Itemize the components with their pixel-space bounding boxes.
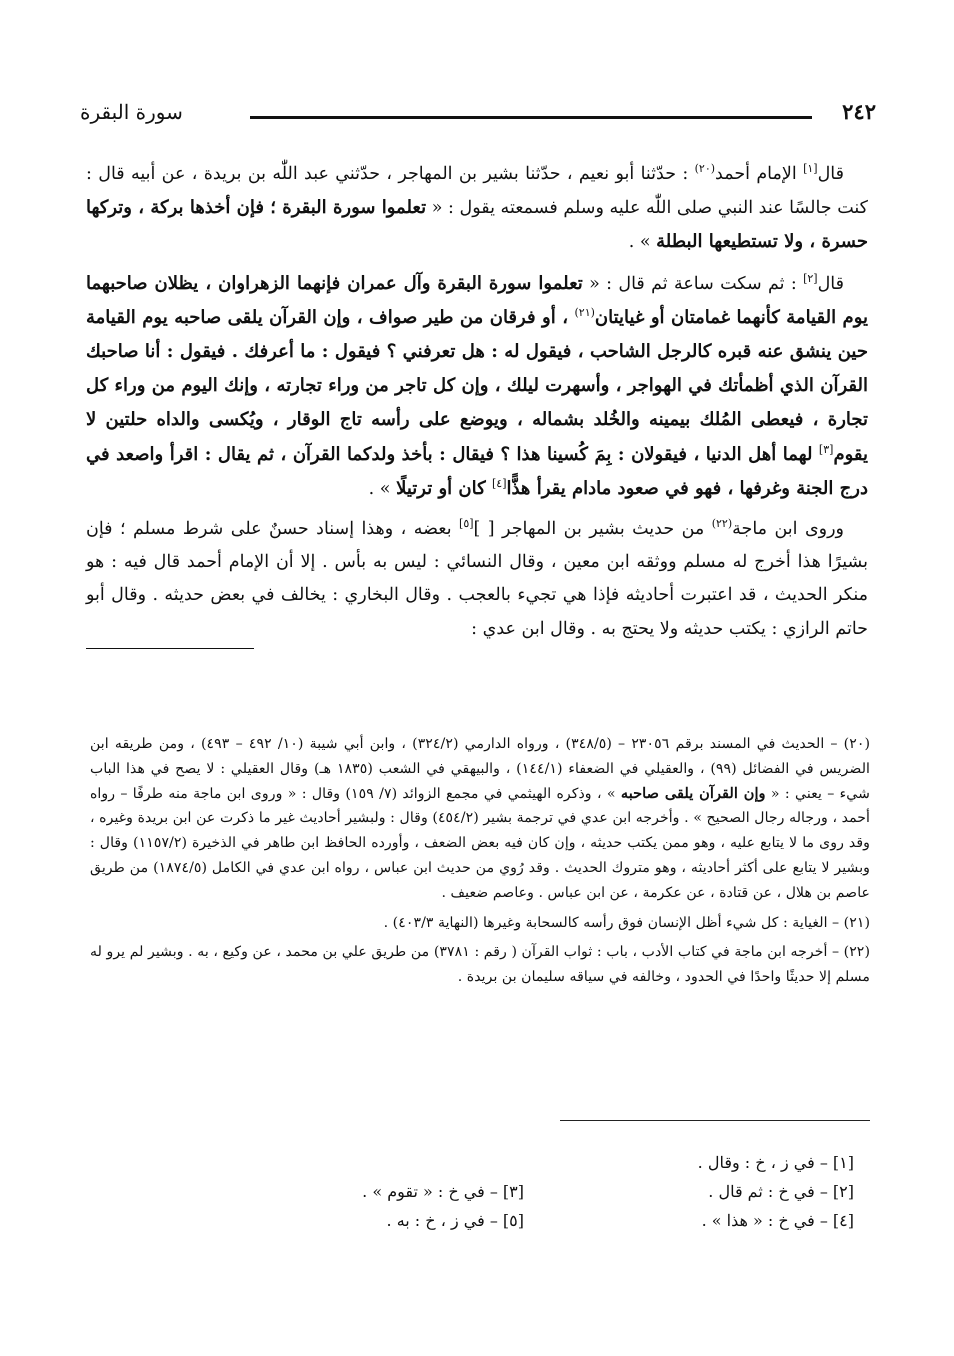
footnote-22: (٢٢) – أخرجه ابن ماجة في كتاب الأدب ، باب : ثواب القرآن ( رقم : ٣٧٨١) من طريق علي بن محمد ، عن وكيع ، به . وبشير لم يرو له مسلم إلا حديثًا واحدًا في الحدود ، وخالفه في سياقه سليمان بن بريدة . xyxy=(90,944,870,986)
hadith-text: تعلموا سورة البقرة وآل عمران فإنهما الزهراوان ، يظلان صاحبهما يوم القيامة كأنهما غمامتان أو غيايتان xyxy=(86,272,868,328)
variant-marker: [٢] xyxy=(803,271,818,285)
page-number: ٢٤٢ xyxy=(842,99,876,124)
paragraph-3: وروى ابن ماجة$^{(٢٢)}$ من حديث بشير بن المهاجر [ ][٥] بعضه ، وهذا إسناد حسنٌ على شرط مسلم ؛ فإن بشيرًا هذا أخرج له مسلم ووثقه ابن معين ، وقال النسائي : ليس به بأس . إلا أن الإمام أحمد قال فيه : هو منكر الحديث ، قد اعتبرت أحاديثه فإذا هي تجيء بالعجب . وقال البخاري : يخالف في بعض حديثه . وقال أبو حاتم الرازي : يكتب حديثه ولا يحتج به . وقال ابن عدي : xyxy=(86,517,868,639)
running-title: سورة البقرة xyxy=(80,100,183,124)
variant-1: [١] – في ز ، خ : وقال . xyxy=(697,1153,854,1172)
variant-3: [٣] – في خ : « تقوم » . xyxy=(362,1182,524,1201)
paragraph-2: قال[٢] : ثم سكت ساعة ثم قال : « تعلموا سورة البقرة وآل عمران فإنهما الزهراوان ، يظلان صاحبهما يوم القيامة كأنهما غمامتان أو غيايتان$^{(٢١)}$ ، أو فرقان من طير صواف ، وإن القرآن يلقى صاحبه يوم القيامة حين ينشق عنه قبره كالرجل الشاحب ، فيقول له : هل تعرفني ؟ فيقول : ما أعرفك . فيقول : أنا صاحبك القرآن الذي أظمأتك في الهواجر ، وأسهرت ليلك ، وإن كل تاجر من وراء تجارته ، وإنك اليوم من وراء كل تجارة ، فيعطى المُلك بيمينه والخُلد بشماله ، ويوضع على رأسه تاج الوقار ، ويُكسى والداه حلتين لا يقوم[٣] لهما أهل الدنيا ، فيقولان : بِمَ كُسينا هذا ؟ فيقال : بأخذ ولدكما القرآن ، ثم يقال : اقرأ واصعد في درج الجنة وغرفها ، فهو في صعود مادام يقرأ هذًّا[٤] كان أو ترتيلًا » . xyxy=(86,271,868,499)
page-header xyxy=(80,92,876,132)
hadith-text: لهما أهل الدنيا ، فيقولان : بِمَ كُسينا هذا ؟ فيقال : بأخذ ولدكما القرآن ، ثم يقال : اقرأ واصعد في درج الجنة وغرفها ، فهو في صعود مادام يقرأ هذًّا xyxy=(86,443,868,499)
variant-marker: [١] xyxy=(803,162,818,176)
variant-marker: [٥] xyxy=(459,517,474,531)
footnote-marker: (٢٢) xyxy=(711,517,733,531)
variants-column-left xyxy=(362,1177,524,1235)
variants-separator xyxy=(560,1120,870,1121)
main-text xyxy=(86,158,868,656)
footnote-21: (٢١) – الغياية : كل شيء أظل الإنسان فوق رأسه كالسحابة وغيرها (النهاية ٤٠٣/٣) . xyxy=(383,914,870,931)
variant-4: [٤] – في خ : « هذا » . xyxy=(701,1211,854,1230)
footnotes xyxy=(90,732,870,995)
variant-marker: [٤] xyxy=(491,477,507,490)
hadith-text: كان أو ترتيلًا xyxy=(396,477,492,499)
footnote-marker: (٢٠) xyxy=(694,162,716,176)
hadith-text: تعلموا سورة البقرة ؛ فإن أخذها بركة ، وتركها حسرة ، ولا تستطيعها البطلة xyxy=(86,197,868,253)
variant-5: [٥] – في ز ، خ : به . xyxy=(386,1211,524,1230)
variant-marker: [٣] xyxy=(818,442,834,456)
footnote-20: (٢٠) – الحديث في المسند برقم ٢٣٠٥٦ – (٣٤٨/٥) ، ورواه الدارمي (٣٢٤/٢) ، وابن أبي شيبة (١٠/ ٤٩٢ – ٤٩٣) ، ومن طريقه ابن الضريس في الفضائل (٩٩) ، والعقيلي في الضعفاء (١٤٤/١) ، والبيهقي في الشعب (١٨٣٥ هـ) وقال العقيلي : لا يصح في هذا الباب شيء – يعني : « وإن القرآن يلقى صاحبه » ، وذكره الهيثمي في مجمع الزوائد (٧/ ١٥٩) وقال : « وروى ابن ماجة منه طرفًا – رواه أحمد ، ورجاله رجال الصحيح » . وأخرجه ابن عدي في ترجمة بشير (٤٥٤/٢) وقال : ولبشير أحاديث غير ما ذكرت عن ابن بريدة وغيره ، وقد روى ما لا يتابع عليه ، وهو ممن يكتب حديثه ، وإن كان فيه بعض الضعف ، وأورده الحافظ ابن طاهر في الذخيرة (١١٥٧/٢) وقال : وبشير لا يتابع على أكثر أحاديثه ، وهو متروك الحديث . وقد رُوي من حديث ابن عباس ، رواه ابن عدي في الكامل (١٨٧٤/٥) من طريق عاصم بن هلال ، عن قتادة ، عن عكرمة ، عن ابن عباس . وعاصم ضعيف . xyxy=(90,736,871,901)
hadith-text: ، أو فرقان من طير صواف ، وإن القرآن يلقى صاحبه يوم القيامة حين ينشق عنه قبره كالرجل الشاحب ، فيقول له : هل تعرفني ؟ فيقول : ما أعرفك . فيقول : أنا صاحبك القرآن الذي أظمأتك في الهواجر ، وأسهرت ليلك ، وإن كل تاجر من وراء تجارته ، وإنك اليوم من وراء كل تجارة ، فيعطى المُلك بيمينه والخُلد بشماله ، ويوضع على رأسه تاج الوقار ، ويُكسى والداه حلتين لا يقوم xyxy=(86,306,868,465)
variants-column-right xyxy=(698,1148,854,1235)
continuation-rule xyxy=(86,648,254,649)
header-rule xyxy=(250,116,812,119)
paragraph-1: قال[١] الإمام أحمد$^{(٢٠)}$ : حدّثنا أبو نعيم ، حدّثنا بشير بن المهاجر ، حدّثني عبد اللّٰه بن بريدة ، عن أبيه قال : كنت جالسًا عند النبي صلى اللّٰه عليه وسلم فسمعته يقول : « تعلموا سورة البقرة ؛ فإن أخذها بركة ، وتركها حسرة ، ولا تستطيعها البطلة » . xyxy=(86,162,868,253)
footnote-marker: (٢١) xyxy=(574,305,595,319)
variant-2: [٢] – في خ : ثم قال . xyxy=(708,1182,854,1201)
